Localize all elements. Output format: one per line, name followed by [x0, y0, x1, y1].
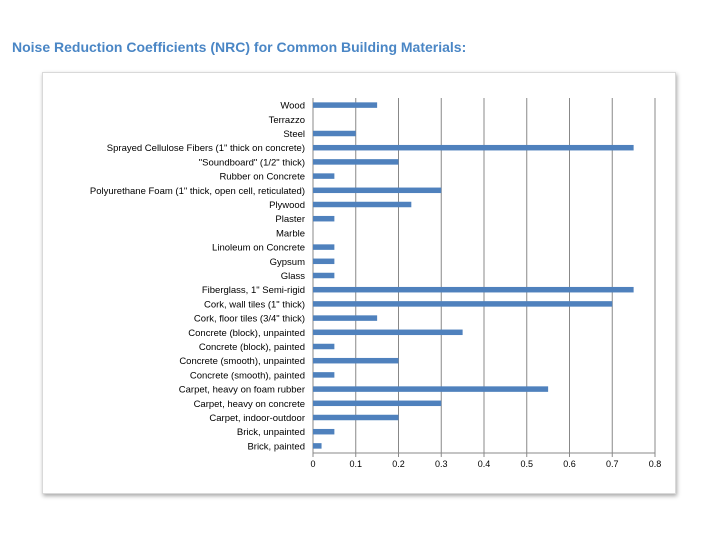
y-category-label: Concrete (block), painted [198, 342, 305, 353]
y-category-label: Linoleum on Concrete [212, 242, 305, 254]
y-category-label: Gypsum [269, 256, 305, 268]
bar [313, 443, 322, 449]
bar [313, 415, 399, 421]
y-category-label: Brick, painted [247, 441, 305, 453]
y-category-label: Polyurethane Foam (1" thick, open cell, reticulated) [89, 185, 305, 197]
y-category-label: Terrazzo [268, 114, 305, 126]
bar [313, 315, 377, 321]
bar [313, 216, 334, 222]
y-category-label: Wood [280, 100, 305, 112]
y-category-label: Rubber on Concrete [219, 171, 305, 183]
y-category-label: Sprayed Cellulose Fibers (1" thick on concrete) [106, 143, 305, 155]
y-category-label: "Soundboard" (1/2" thick) [198, 157, 305, 169]
bar [313, 401, 441, 407]
x-tick-label: 0 [310, 459, 316, 469]
y-category-label: Glass [280, 271, 305, 282]
x-tick-label: 0.6 [563, 459, 576, 469]
bar [313, 244, 334, 250]
bar [313, 173, 334, 179]
bar [313, 358, 399, 364]
bar [313, 344, 334, 350]
x-tick-label: 0.7 [605, 459, 619, 469]
bar [313, 372, 334, 378]
bar [313, 188, 441, 194]
y-category-label: Concrete (smooth), unpainted [179, 356, 305, 368]
bar [313, 273, 334, 279]
bar [313, 202, 411, 208]
x-tick-label: 0.3 [434, 459, 448, 469]
y-category-label: Concrete (smooth), painted [189, 370, 305, 382]
y-category-label: Carpet, heavy on concrete [193, 398, 305, 410]
chart-frame [42, 72, 676, 494]
y-category-label: Steel [283, 129, 305, 140]
y-category-label: Plywood [269, 200, 305, 211]
x-tick-label: 0.4 [477, 459, 491, 469]
bar [313, 386, 548, 392]
bar [313, 131, 356, 137]
x-tick-label: 0.5 [520, 459, 534, 469]
bar [313, 259, 334, 265]
x-tick-label: 0.8 [648, 459, 662, 469]
x-tick-label: 0.2 [392, 459, 405, 469]
bar [313, 145, 634, 151]
y-category-label: Concrete (block), unpainted [188, 327, 305, 339]
bar [313, 330, 463, 336]
bar [313, 429, 334, 435]
y-category-label: Fiberglass, 1" Semi-rigid [201, 285, 305, 297]
bar [313, 102, 377, 108]
y-category-label: Brick, unpainted [236, 427, 305, 439]
bar [313, 287, 634, 293]
y-category-label: Plaster [275, 214, 305, 226]
y-category-label: Cork, floor tiles (3/4" thick) [193, 313, 305, 325]
y-category-label: Carpet, heavy on foam rubber [178, 384, 305, 396]
y-category-label: Cork, wall tiles (1" thick) [203, 299, 305, 311]
bar [313, 159, 399, 165]
nrc-bar-chart [43, 73, 675, 493]
y-category-label: Marble [275, 228, 305, 240]
x-tick-label: 0.1 [349, 459, 363, 469]
chart-title: Noise Reduction Coefficients (NRC) for Common Building Materials: [12, 39, 467, 55]
bar [313, 301, 612, 307]
y-category-label: Carpet, indoor-outdoor [209, 413, 305, 424]
